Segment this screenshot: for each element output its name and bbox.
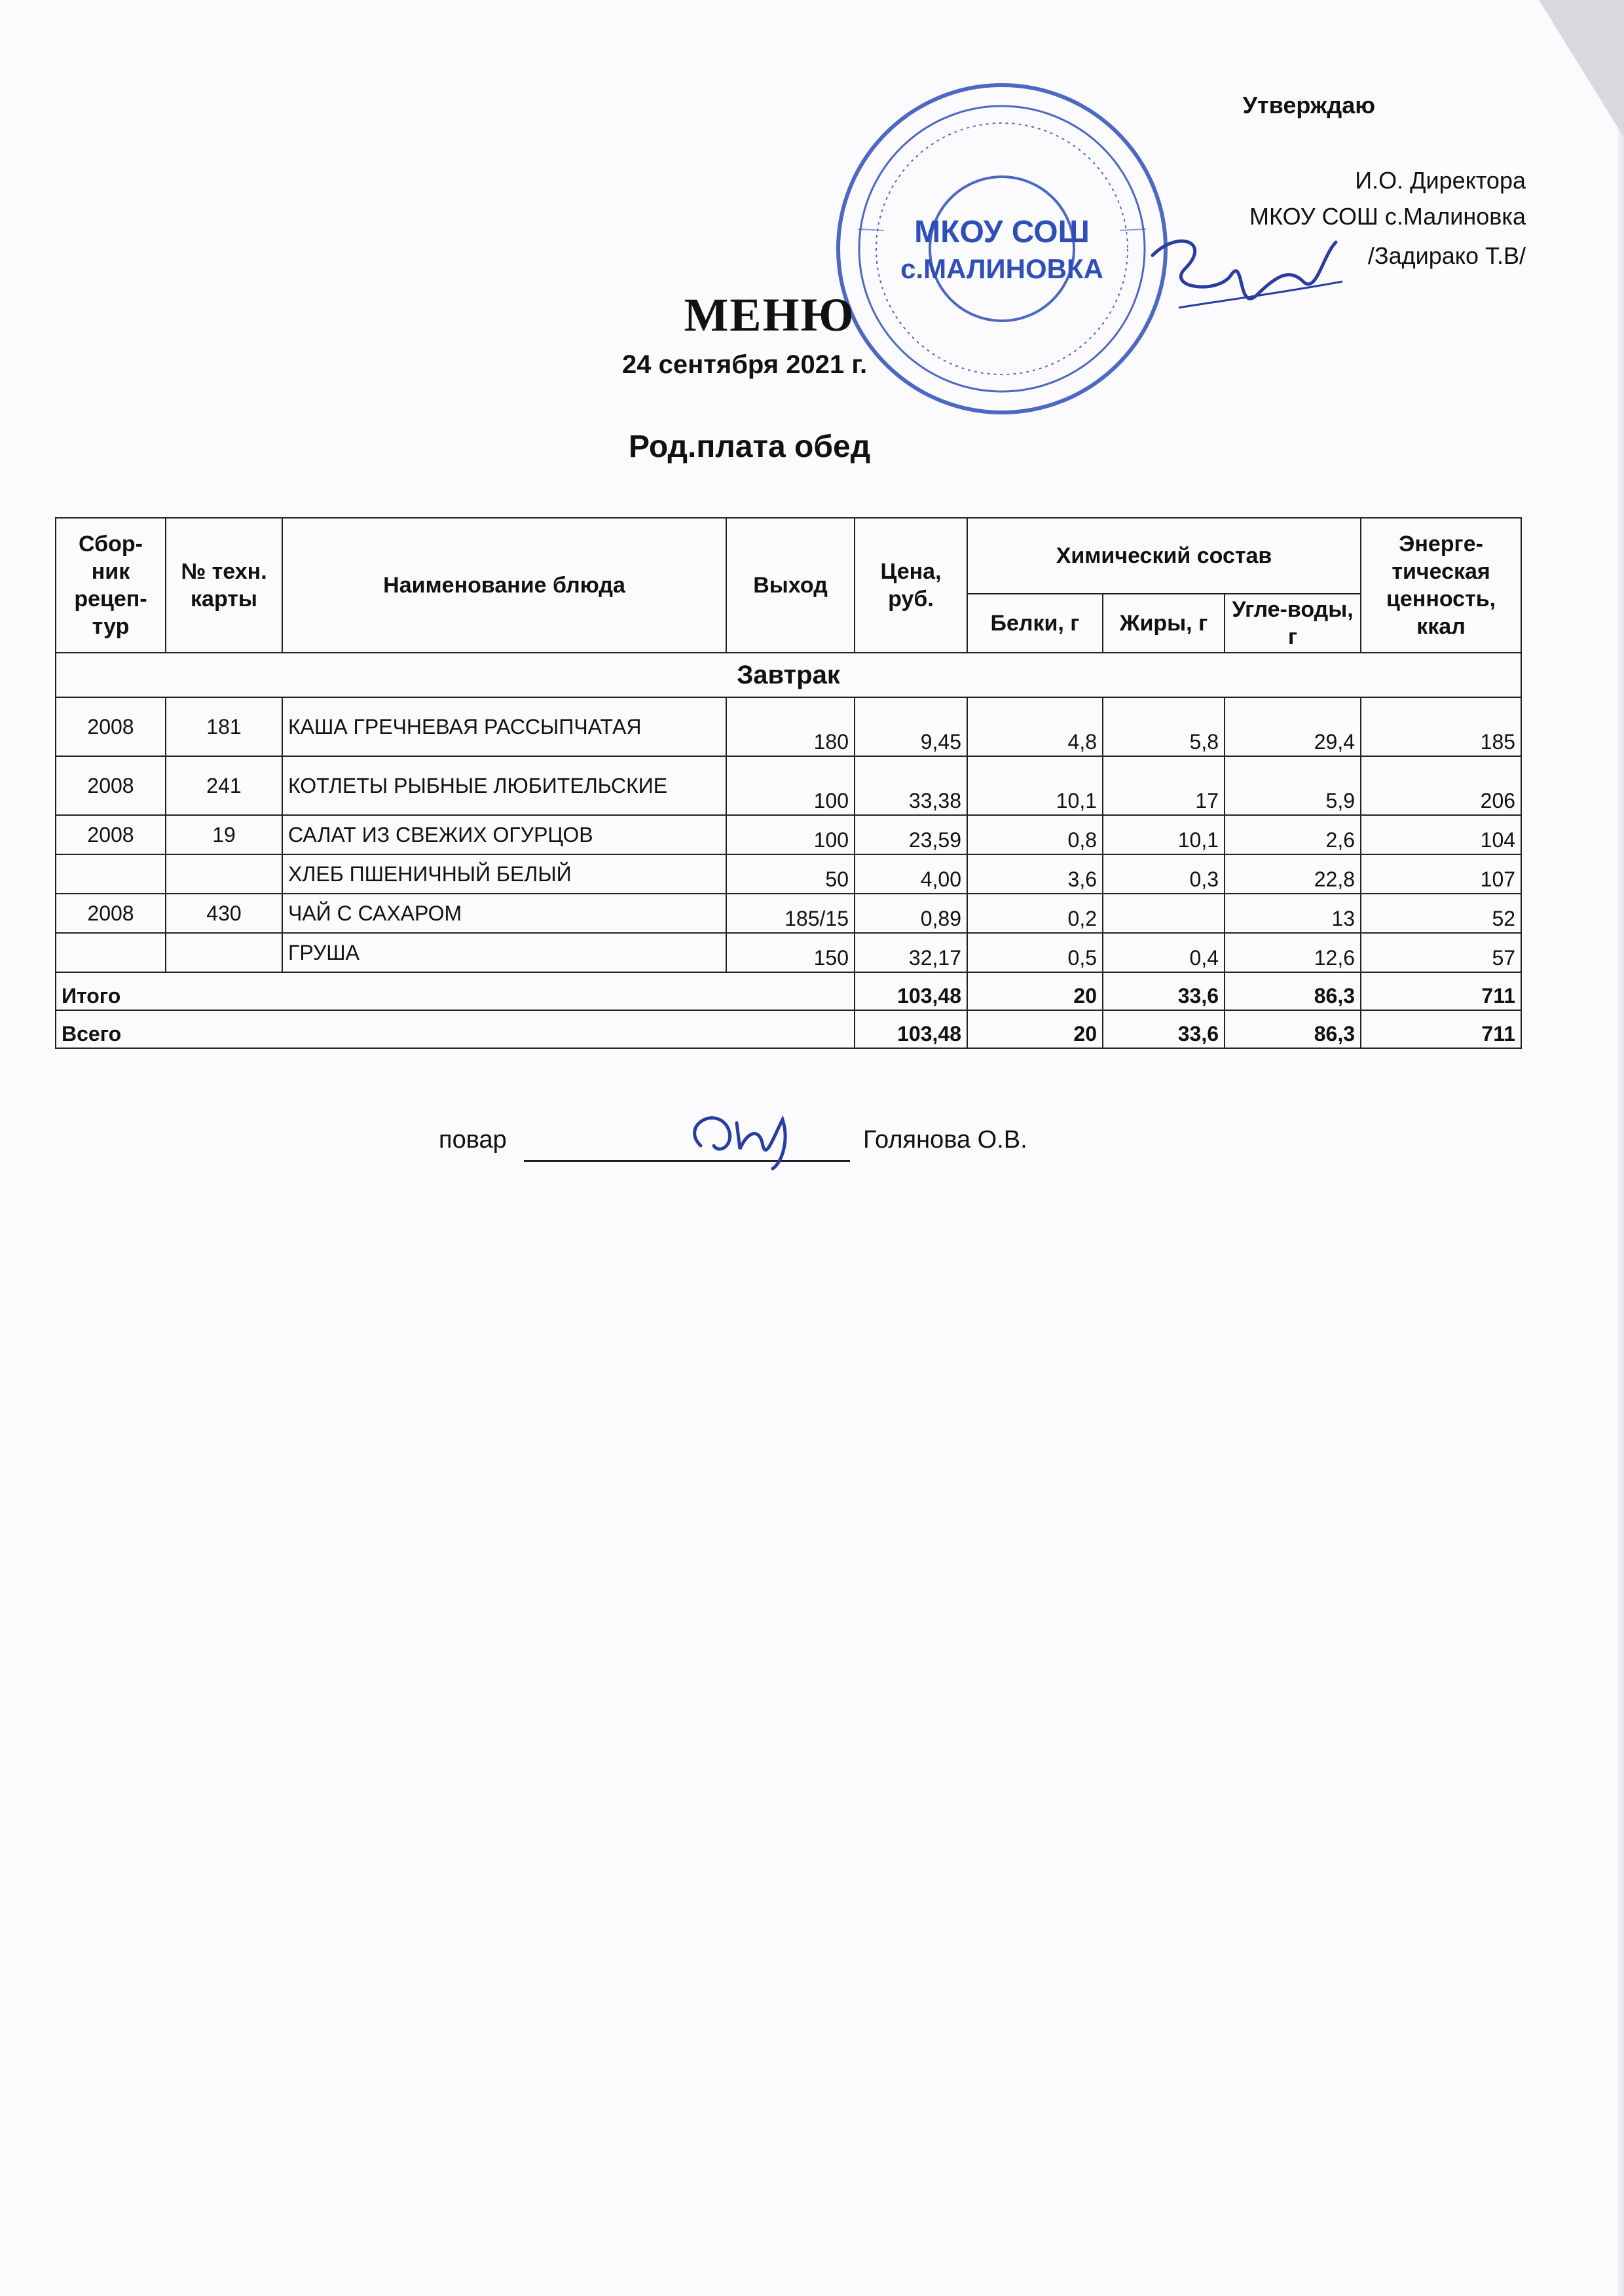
cell-carbs: 2,6 [1225,815,1361,854]
section-title: Завтрак [56,653,1521,697]
subtotal-carbs: 86,3 [1225,972,1361,1010]
menu-subtitle: Род.плата обед [629,429,871,464]
cell-price: 0,89 [855,894,967,933]
cell-fats: 0,4 [1103,933,1225,972]
cell-card: 241 [166,756,282,815]
cell-price: 4,00 [855,854,967,894]
cell-fats: 10,1 [1103,815,1225,854]
approval-name: /Задирако Т.В/ [1367,242,1526,269]
cell-fats: 5,8 [1103,697,1225,756]
header-chemical: Химический состав [967,518,1361,594]
approval-school: МКОУ СОШ с.Малиновка [1249,203,1526,230]
subtotal-proteins: 20 [967,972,1103,1010]
cell-card [166,933,282,972]
cell-collection [56,854,166,894]
subtotal-row [56,972,1521,1010]
cell-output: 180 [726,697,855,756]
table-row [56,697,1521,756]
header-energy: Энерге-тическая ценность, ккал [1361,518,1521,653]
cell-price: 33,38 [855,756,967,815]
cell-card: 430 [166,894,282,933]
approval-position: И.О. Директора [1355,167,1526,194]
table-row [56,854,1521,894]
cell-output: 50 [726,854,855,894]
cook-label: повар [439,1126,507,1154]
cell-dish: КОТЛЕТЫ РЫБНЫЕ ЛЮБИТЕЛЬСКИЕ [282,756,726,815]
cell-dish: ГРУША [282,933,726,972]
cell-collection: 2008 [56,697,166,756]
cell-card: 19 [166,815,282,854]
cell-proteins: 0,5 [967,933,1103,972]
total-label: Всего [56,1010,855,1048]
header-proteins: Белки, г [967,594,1103,653]
subtotal-price: 103,48 [855,972,967,1010]
cell-card: 181 [166,697,282,756]
cell-proteins: 0,8 [967,815,1103,854]
folded-corner [1539,0,1624,137]
cook-signature [674,1100,825,1172]
menu-table [55,517,1522,1049]
cell-fats: 17 [1103,756,1225,815]
cell-proteins: 4,8 [967,697,1103,756]
header-carbs: Угле-воды, г [1225,594,1361,653]
subtotal-label: Итого [56,972,855,1010]
cell-carbs: 12,6 [1225,933,1361,972]
cell-proteins: 3,6 [967,854,1103,894]
cell-price: 23,59 [855,815,967,854]
cell-carbs: 22,8 [1225,854,1361,894]
cell-card [166,854,282,894]
approval-title: Утверждаю [1242,92,1375,118]
cell-dish: САЛАТ ИЗ СВЕЖИХ ОГУРЦОВ [282,815,726,854]
cell-energy: 206 [1361,756,1521,815]
cell-carbs: 5,9 [1225,756,1361,815]
cell-energy: 57 [1361,933,1521,972]
table-row [56,894,1521,933]
cell-collection: 2008 [56,815,166,854]
subtotal-energy: 711 [1361,972,1521,1010]
subtotal-fats: 33,6 [1103,972,1225,1010]
cell-collection [56,933,166,972]
header-output: Выход [726,518,855,653]
cell-energy: 107 [1361,854,1521,894]
page-edge [1617,0,1624,2296]
cell-output: 185/15 [726,894,855,933]
table-row [56,756,1521,815]
header-fats: Жиры, г [1103,594,1225,653]
cell-output: 100 [726,815,855,854]
table-row [56,933,1521,972]
header-price: Цена, руб. [855,518,967,653]
cell-dish: ХЛЕБ ПШЕНИЧНЫЙ БЕЛЫЙ [282,854,726,894]
cook-name: Голянова О.В. [863,1126,1027,1154]
cell-fats [1103,894,1225,933]
cell-dish: ЧАЙ С САХАРОМ [282,894,726,933]
header-dish: Наименование блюда [282,518,726,653]
cell-collection: 2008 [56,894,166,933]
page-title: МЕНЮ [684,289,855,341]
cell-carbs: 29,4 [1225,697,1361,756]
cell-energy: 52 [1361,894,1521,933]
total-energy: 711 [1361,1010,1521,1048]
menu-date: 24 сентября 2021 г. [622,350,868,379]
cell-energy: 104 [1361,815,1521,854]
total-carbs: 86,3 [1225,1010,1361,1048]
school-stamp [832,79,1172,419]
header-collection: Сбор-ник рецеп-тур [56,518,166,653]
total-price: 103,48 [855,1010,967,1048]
header-card: № техн. карты [166,518,282,653]
cell-proteins: 0,2 [967,894,1103,933]
cell-carbs: 13 [1225,894,1361,933]
cell-collection: 2008 [56,756,166,815]
cell-fats: 0,3 [1103,854,1225,894]
total-proteins: 20 [967,1010,1103,1048]
total-fats: 33,6 [1103,1010,1225,1048]
cell-output: 100 [726,756,855,815]
stamp-text-2: с.МАЛИНОВКА [900,253,1103,284]
cell-dish: КАША ГРЕЧНЕВАЯ РАССЫПЧАТАЯ [282,697,726,756]
cell-energy: 185 [1361,697,1521,756]
cell-price: 32,17 [855,933,967,972]
cell-price: 9,45 [855,697,967,756]
stamp-text: МКОУ СОШ [914,215,1090,249]
total-row [56,1010,1521,1048]
table-row [56,815,1521,854]
cell-output: 150 [726,933,855,972]
cell-proteins: 10,1 [967,756,1103,815]
